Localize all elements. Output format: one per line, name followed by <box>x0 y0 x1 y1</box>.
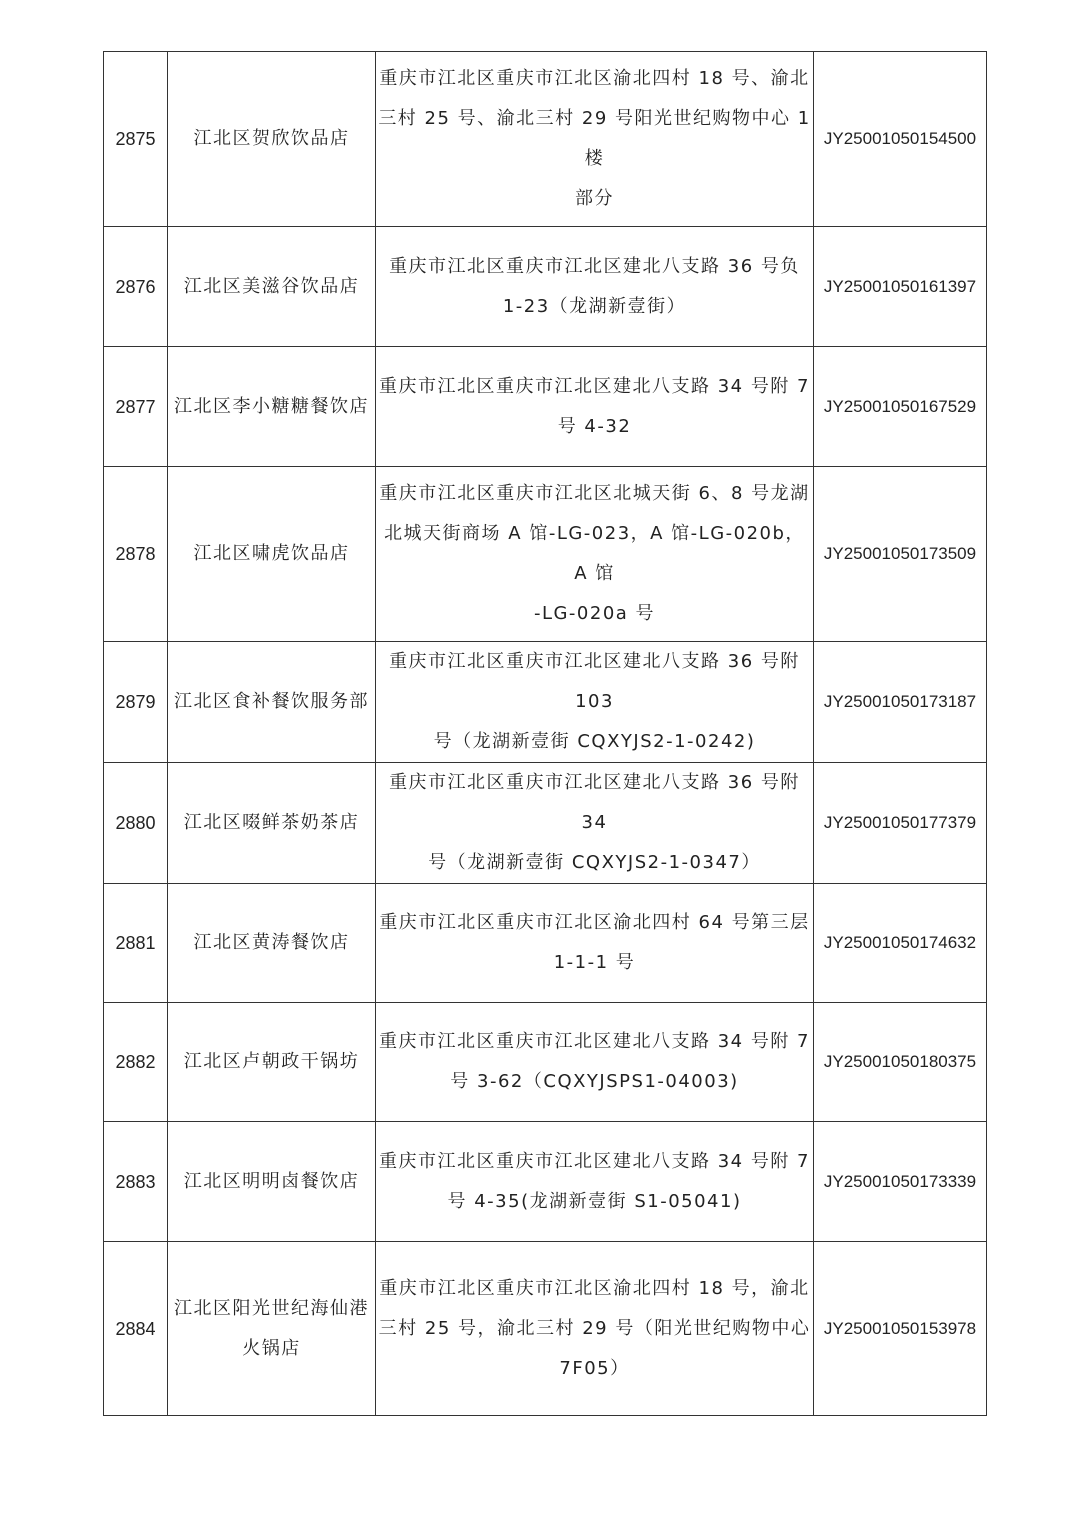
business-name-line: 江北区黄涛餐饮店 <box>193 932 350 953</box>
row-number: 2880 <box>104 763 168 884</box>
row-number: 2878 <box>104 467 168 642</box>
license-number: JY25001050180375 <box>814 1003 987 1122</box>
table-row <box>104 467 987 642</box>
license-number: JY25001050177379 <box>814 763 987 884</box>
table-row <box>104 347 987 467</box>
license-number: JY25001050167529 <box>814 347 987 467</box>
business-name <box>168 763 376 884</box>
business-name <box>168 1122 376 1242</box>
license-number: JY25001050153978 <box>814 1242 987 1416</box>
table-row <box>104 642 987 763</box>
address-line: 重庆市江北区重庆市江北区建北八支路 36 号附 34 <box>389 772 800 833</box>
business-name <box>168 347 376 467</box>
business-name-line: 火锅店 <box>242 1337 301 1359</box>
business-name <box>168 642 376 763</box>
license-number: JY25001050174632 <box>814 884 987 1003</box>
business-address <box>376 347 814 467</box>
address-line: 重庆市江北区重庆市江北区渝北四村 18 号，渝北 <box>379 1277 810 1299</box>
table-row <box>104 1242 987 1416</box>
address-line: 重庆市江北区重庆市江北区北城天街 6、8 号龙湖 <box>379 483 810 504</box>
business-address <box>376 1242 814 1416</box>
table-row <box>104 884 987 1003</box>
address-line: 三村 25 号，渝北三村 29 号（阳光世纪购物中心 <box>378 1317 811 1339</box>
business-address <box>376 1122 814 1242</box>
business-name-line: 江北区美滋谷饮品店 <box>183 275 360 297</box>
business-address <box>376 52 814 227</box>
address-line: 重庆市江北区重庆市江北区建北八支路 36 号附 103 <box>389 651 800 712</box>
row-number: 2877 <box>104 347 168 467</box>
address-line: 部分 <box>575 188 614 209</box>
records-body <box>104 52 987 1416</box>
address-line: 重庆市江北区重庆市江北区建北八支路 34 号附 7 <box>378 375 811 397</box>
row-number: 2883 <box>104 1122 168 1242</box>
business-name-line: 江北区阳光世纪海仙港 <box>174 1297 369 1319</box>
address-line: 1-23（龙湖新壹街） <box>502 295 687 317</box>
business-name <box>168 1242 376 1416</box>
address-line: 号（龙湖新壹街 CQXYJS2-1-0242) <box>433 731 756 752</box>
table-row <box>104 227 987 347</box>
business-name <box>168 884 376 1003</box>
business-name <box>168 227 376 347</box>
row-number: 2884 <box>104 1242 168 1416</box>
address-line: 重庆市江北区重庆市江北区渝北四村 18 号、渝北 <box>379 68 810 89</box>
license-number: JY25001050173339 <box>814 1122 987 1242</box>
address-line: 7F05） <box>559 1357 630 1379</box>
row-number: 2879 <box>104 642 168 763</box>
business-name-line: 江北区食补餐饮服务部 <box>174 691 369 712</box>
table-row <box>104 1003 987 1122</box>
business-address <box>376 642 814 763</box>
records-table <box>103 51 987 1416</box>
address-line: 重庆市江北区重庆市江北区建北八支路 34 号附 7 <box>378 1031 811 1052</box>
address-line: 号 4-35(龙湖新壹街 S1-05041) <box>447 1190 742 1212</box>
table-row <box>104 1122 987 1242</box>
license-number: JY25001050161397 <box>814 227 987 347</box>
business-name-line: 江北区李小糖糖餐饮店 <box>174 395 369 417</box>
address-line: 重庆市江北区重庆市江北区建北八支路 34 号附 7 <box>378 1150 811 1172</box>
address-line: 三村 25 号、渝北三村 29 号阳光世纪购物中心 1 楼 <box>378 108 811 169</box>
address-line: 号（龙湖新壹街 CQXYJS2-1-0347） <box>428 852 761 873</box>
address-line: 重庆市江北区重庆市江北区渝北四村 64 号第三层 <box>379 912 810 933</box>
table-row <box>104 52 987 227</box>
row-number: 2876 <box>104 227 168 347</box>
business-name-line: 江北区啜鲜茶奶茶店 <box>183 812 360 833</box>
address-line: 号 3-62（CQXYJSPS1-04003) <box>450 1071 739 1092</box>
row-number: 2875 <box>104 52 168 227</box>
table-row <box>104 763 987 884</box>
address-line: 重庆市江北区重庆市江北区建北八支路 36 号负 <box>389 255 800 277</box>
row-number: 2882 <box>104 1003 168 1122</box>
business-name <box>168 467 376 642</box>
business-name-line: 江北区卢朝政干锅坊 <box>183 1051 360 1072</box>
address-line: 北城天街商场 A 馆-LG-023，A 馆-LG-020b，A 馆 <box>384 523 805 584</box>
row-number: 2881 <box>104 884 168 1003</box>
business-address <box>376 763 814 884</box>
business-address <box>376 884 814 1003</box>
address-line: -LG-020a 号 <box>533 603 656 624</box>
license-number: JY25001050173509 <box>814 467 987 642</box>
business-name <box>168 1003 376 1122</box>
business-address <box>376 227 814 347</box>
business-name-line: 江北区啸虎饮品店 <box>193 543 350 564</box>
license-number: JY25001050154500 <box>814 52 987 227</box>
business-name-line: 江北区贺欣饮品店 <box>193 128 350 149</box>
business-address <box>376 1003 814 1122</box>
business-address <box>376 467 814 642</box>
business-name-line: 江北区明明卤餐饮店 <box>183 1170 360 1192</box>
business-name <box>168 52 376 227</box>
license-number: JY25001050173187 <box>814 642 987 763</box>
address-line: 1-1-1 号 <box>553 952 636 973</box>
address-line: 号 4-32 <box>557 415 632 437</box>
